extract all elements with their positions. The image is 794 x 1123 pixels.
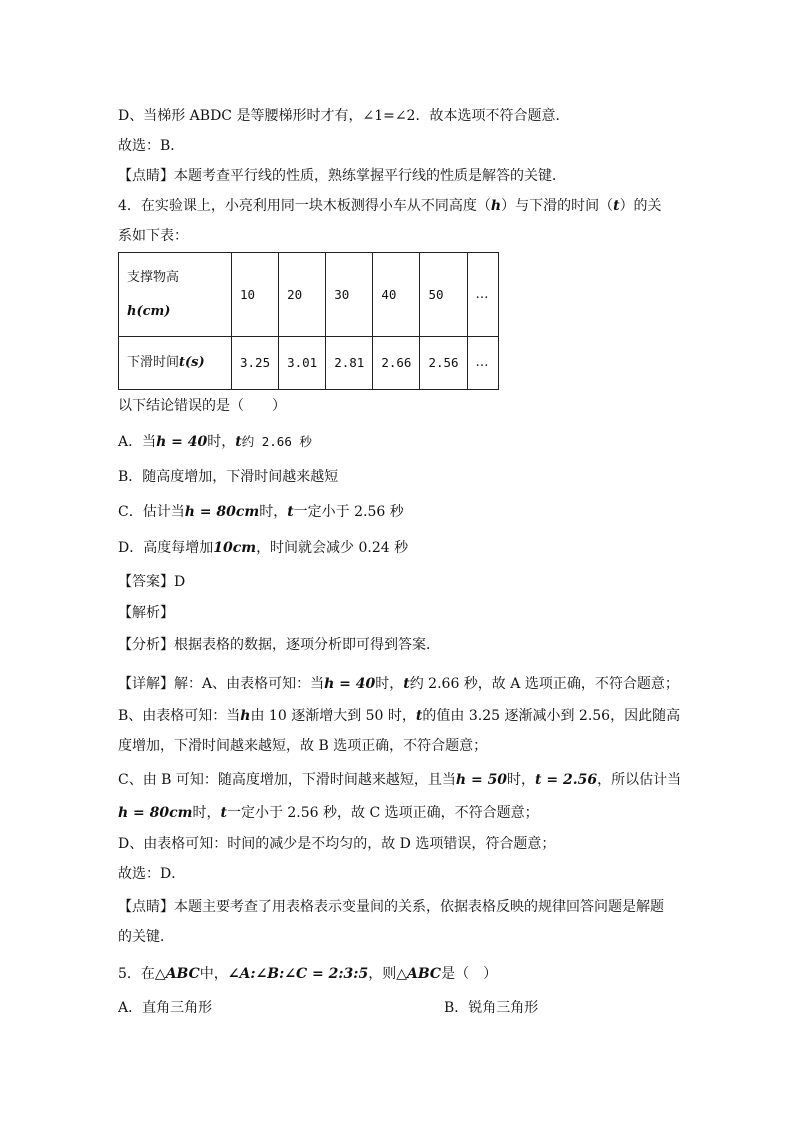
q5-c: ，则 <box>368 966 397 982</box>
opt-a-t: t <box>235 434 242 450</box>
opt-c-math: h = 80cm <box>184 504 260 520</box>
line-d-option: D、当梯形 ABDC 是等腰梯形时才有，∠1=∠2．故本选项不符合题意． <box>118 108 570 124</box>
table-row-time <box>119 337 499 390</box>
q5-b: 中， <box>199 966 228 982</box>
q5-option-b: B．锐角三角形 <box>444 1000 539 1016</box>
answer-line: 【答案】D <box>118 574 186 590</box>
table-row-height <box>119 253 499 337</box>
table-cell: 40 <box>373 253 420 337</box>
xj2-a: B、由表格可知：当 <box>118 708 241 724</box>
xj5-c: 一定小于 2.56 秒，故 C 选项正确，不符合题意； <box>226 805 539 821</box>
table-cell: 50 <box>420 253 467 337</box>
q5-tri2: △ABC <box>396 966 442 982</box>
q5-a: 5．在 <box>118 966 155 982</box>
table-cell: … <box>467 337 498 390</box>
xiangjie-line4 <box>118 770 681 790</box>
q5-tri: △ABC <box>154 966 200 982</box>
time-label: 下滑时间 <box>127 355 180 370</box>
xj1-a: 【详解】解：A、由表格可知：当 <box>118 676 325 692</box>
q4-var-t: t <box>613 198 620 214</box>
xj1-math: h = 40 <box>324 676 376 692</box>
xj5-b: 时， <box>192 805 221 821</box>
xiangjie-line5 <box>118 803 539 823</box>
xiangjie-line2 <box>118 706 680 726</box>
opt-d-math: 10cm <box>213 540 257 556</box>
table-cell: 10 <box>232 253 279 337</box>
xj2-c: 的值由 3.25 逐渐减小到 2.56，因此随高 <box>422 708 681 724</box>
opt-a-math: h = 40 <box>156 434 208 450</box>
table-header-time <box>119 337 232 390</box>
jiexi-line: 【解析】 <box>118 605 174 621</box>
xj4-a: C、由 B 可知：随高度增加，下滑时间越来越短，且当 <box>118 772 456 788</box>
option-c <box>118 502 404 522</box>
q4-text-a: 4．在实验课上，小亮利用同一块木板测得小车从不同高度（ <box>118 198 491 214</box>
dianjing-line2: 的关键． <box>118 929 174 945</box>
table-cell: 2.81 <box>326 337 373 390</box>
table-cell: 2.56 <box>420 337 467 390</box>
q5-d: 是（ ） <box>441 966 498 982</box>
time-unit: t(s) <box>179 355 205 370</box>
q4-stem-line2: 系如下表： <box>118 228 188 244</box>
q5-stem <box>118 964 497 984</box>
table-cell: 30 <box>326 253 373 337</box>
xj2-b: 由 10 逐渐增大到 50 时， <box>250 708 416 724</box>
data-table <box>118 252 499 390</box>
option-b: B．随高度增加，下滑时间越来越短 <box>118 469 339 485</box>
table-cell: 3.01 <box>279 337 326 390</box>
height-unit: h(cm) <box>127 303 171 319</box>
q5-option-a: A．直角三角形 <box>118 1000 213 1016</box>
xj5-math: h = 80cm <box>118 805 193 821</box>
height-label: 支撑物高 <box>127 269 180 285</box>
xj4-b: 时， <box>507 772 536 788</box>
q5-ratio: ∠A:∠B:∠C = 2:3:5 <box>227 966 369 982</box>
opt-c-text3: 一定小于 2.56 秒 <box>293 504 404 520</box>
q4-question: 以下结论错误的是（ ） <box>118 398 286 414</box>
line-comment: 【点睛】本题考查平行线的性质，熟练掌握平行线的性质是解答的关键． <box>118 168 566 184</box>
table-cell: 20 <box>279 253 326 337</box>
option-d <box>118 538 408 558</box>
xiangjie-line6: D、由表格可知：时间的减少是不均匀的，故 D 选项错误，符合题意； <box>118 836 556 852</box>
q4-text-b: ）与下滑的时间（ <box>501 198 614 214</box>
opt-a-text: A．当 <box>118 434 157 450</box>
xj2-h: h <box>240 708 251 724</box>
xj1-t: t <box>403 676 410 692</box>
table-header-height <box>119 253 232 337</box>
q4-var-h: h <box>490 198 502 214</box>
xj1-c: 约 2.66 秒，故 A 选项正确，不符合题意； <box>409 676 679 692</box>
line-choose-b: 故选：B． <box>118 138 185 154</box>
opt-a-text2: 时， <box>207 434 236 450</box>
table-cell: 2.66 <box>373 337 420 390</box>
opt-c-text2: 时， <box>259 504 288 520</box>
opt-d-text2: ，时间就会减少 0.24 秒 <box>256 540 409 556</box>
table-cell: 3.25 <box>232 337 279 390</box>
opt-c-t: t <box>287 504 294 520</box>
xiangjie-line3: 度增加，下滑时间越来越短，故 B 选项正确，不符合题意； <box>118 738 488 754</box>
xj4-math1: h = 50 <box>455 772 508 788</box>
xiangjie-line7: 故选：D． <box>118 866 186 882</box>
xj5-t: t <box>220 805 227 821</box>
xj4-c: ，所以估计当 <box>597 772 682 788</box>
dianjing-line1: 【点睛】本题主要考查了用表格表示变量间的关系，依据表格反映的规律回答问题是解题 <box>118 899 664 915</box>
xj4-math2: t = 2.56 <box>535 772 598 788</box>
xj1-b: 时， <box>375 676 404 692</box>
fenxi-line: 【分析】根据表格的数据，逐项分析即可得到答案． <box>118 637 440 653</box>
option-a <box>118 432 312 452</box>
q4-text-c: ）的关 <box>619 198 662 214</box>
opt-d-text: D．高度每增加 <box>118 540 214 556</box>
table-cell: … <box>467 253 498 337</box>
q4-stem-line1 <box>118 196 662 216</box>
opt-a-text3: 约 2.66 秒 <box>241 434 312 449</box>
xj2-t: t <box>415 708 423 724</box>
opt-c-text: C．估计当 <box>118 504 185 520</box>
xiangjie-line1 <box>118 674 679 694</box>
